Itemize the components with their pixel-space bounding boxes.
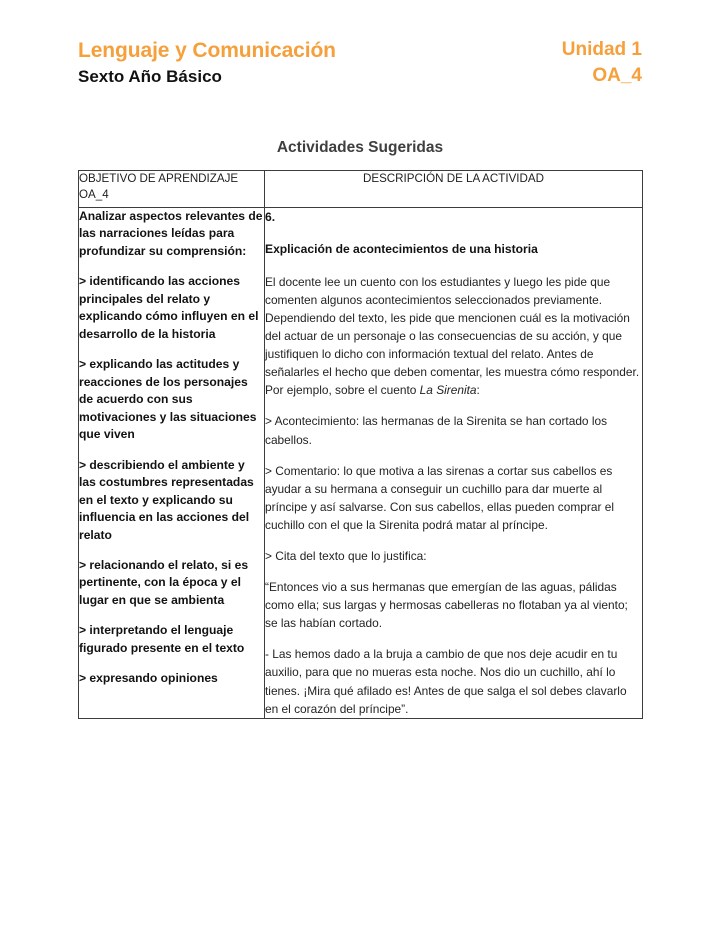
activity-event: > Acontecimiento: las hermanas de la Sirenita se han cortado los cabellos. [265,414,608,447]
grade-title: Sexto Año Básico [78,66,222,86]
activity-quote-part-2: - Las hemos dado a la bruja a cambio de que nos deje acudir en tu auxilio, para que no mueras esta noche. Nos dio un cuchillo, ahí lo tienes. ¡Mira qué afilado es! Antes de que salga el sol debes clavarlo en el corazón del príncipe”. [265,647,627,716]
objective-bullet-1: > identificando las acciones principales del relato y explicando cómo influyen en el desarrollo de la historia [79,274,259,341]
objective-intro: Analizar aspectos relevantes de las narraciones leídas para profundizar su comprensión: [79,209,263,258]
story-title: La Sirenita [419,383,477,398]
activity-quote-part-1: “Entonces vio a sus hermanas que emergían de las aguas, pálidas como ella; sus largas y hermosas cabelleras no flotaban ya al viento; se las habían cortado. [265,580,628,631]
activity-heading: Explicación de acontecimientos de una historia [265,242,538,257]
section-title: Actividades Sugeridas [276,139,444,156]
unit-label: Unidad 1 [561,39,642,60]
objective-cell [79,208,265,719]
document-header [78,38,642,88]
activity-number: 6. [265,210,276,224]
activities-table [78,170,643,719]
table-row [79,208,643,719]
oa-code-label: OA_4 [592,65,642,87]
objective-bullet-3: > describiendo el ambiente y las costumbres representadas en el texto y explicando su influencia en las acciones del relato [79,457,254,542]
activity-intro-text-before: El docente lee un cuento con los estudiantes y luego les pide que comenten algunos acontecimientos seleccionados previamente. Dependiendo del texto, les pide que mencionen cuál es la motivación del actuar de un personaje o las consecuencias de su acción, y que justifiquen lo dicho con información textual del relato. Antes de señalarles el hecho que deben comentar, les muestra cómo responder. Por ejemplo, sobre el cuento [265,274,640,398]
header-left-block [78,38,336,87]
objective-bullet-6: > expresando opiniones [79,671,218,686]
header-right-block [562,38,642,88]
activity-intro-paragraph [265,273,642,400]
activity-comment: > Comentario: lo que motiva a las sirenas a cortar sus cabellos es ayudar a su hermana a conseguir un cuchillo para dar muerte al príncipe y así salvarse. Con sus cabellos, ellas pueden comprar el cuchillo con el que la Sirenita podrá matar al príncipe. [265,463,614,532]
activity-intro-text-after: : [476,383,480,398]
description-cell [265,208,643,719]
table-header-row [79,171,643,208]
column-header-objective: OBJETIVO DE APRENDIZAJE OA_4 [79,171,265,208]
subject-title: Lenguaje y Comunicación [78,39,336,62]
column-header-description: DESCRIPCIÓN DE LA ACTIVIDAD [265,171,643,208]
objective-bullet-2: > explicando las actitudes y reacciones de los personajes de acuerdo con sus motivaciones y las situaciones que viven [79,357,257,442]
objective-bullet-5: > interpretando el lenguaje figurado presente en el texto [79,623,245,655]
activity-quote-label: > Cita del texto que lo justifica: [265,548,427,563]
objective-bullet-4: > relacionando el relato, si es pertinente, con la época y el lugar en que se ambienta [79,557,249,607]
